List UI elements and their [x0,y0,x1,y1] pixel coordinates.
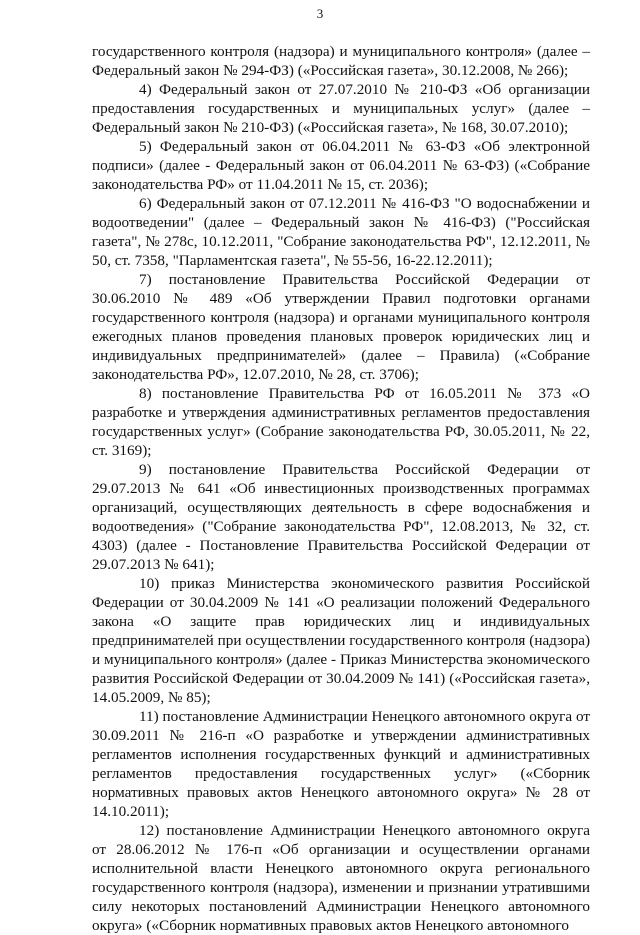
list-item-6: 6) Федеральный закон от 07.12.2011 № 416-ФЗ "О водоснабжении и водоотведении" (далее – Федеральный закон № 416-ФЗ) ("Российская газета", № 278с, 10.12.2011, "Собрание законодательства РФ", 12.12.2011, № 50, ст. 7358, "Парламентская газета", № 55-56, 16-22.12.2011); [92,195,590,269]
list-item-11: 11) постановление Администрации Ненецкого автономного округа от 30.09.2011 № 216-п «О разработке и утверждении административных регламентов исполнения государственных функций и административных регламентов предоставления государственных услуг» («Сборник нормативных правовых актов Ненецкого автономного округа» № 28 от 14.10.2011); [92,708,590,820]
list-item-12: 12) постановление Администрации Ненецкого автономного округа от 28.06.2012 № 176-п «Об организации и осуществлении органами исполнительной власти Ненецкого автономного округа регионального государственного контроля (надзора), изменении и признании утратившими силу некоторых постановлений Администрации Ненецкого автономного округа» («Сборник нормативных правовых актов Ненецкого автономного [92,822,590,934]
document-body [92,42,590,935]
page-number: 3 [316,6,324,21]
list-item-10: 10) приказ Министерства экономического развития Российской Федерации от 30.04.2009 № 141 «О реализации положений Федерального закона «О защите прав юридических лиц и индивидуальных предпринимателей при осуществлении государственного контроля (надзора) и муниципального контроля» (далее - Приказ Министерства экономического развития Российской Федерации от 30.04.2009 № 141) («Российская газета», 14.05.2009, № 85); [92,575,590,706]
list-item-8: 8) постановление Правительства РФ от 16.05.2011 № 373 «О разработке и утверждения административных регламентов предоставления государственных услуг» (Собрание законодательства РФ, 30.05.2011, № 22, ст. 3169); [92,385,590,459]
list-item-4: 4) Федеральный закон от 27.07.2010 № 210-ФЗ «Об организации предоставления государственных и муниципальных услуг» (далее – Федеральный закон № 210-ФЗ) («Российская газета», № 168, 30.07.2010); [92,81,590,136]
paragraph-continuation: государственного контроля (надзора) и муниципального контроля» (далее – Федеральный закон № 294-ФЗ) («Российская газета», 30.12.2008, № 266); [92,43,590,79]
list-item-9: 9) постановление Правительства Российской Федерации от 29.07.2013 № 641 «Об инвестиционных производственных программах организаций, осуществляющих деятельность в сфере водоснабжения и водоотведения» ("Собрание законодательства РФ", 12.08.2013, № 32, ст. 4303) (далее - Постановление Правительства Российской Федерации от 29.07.2013 № 641); [92,461,590,573]
list-item-5: 5) Федеральный закон от 06.04.2011 № 63-ФЗ «Об электронной подписи» (далее - Федеральный закон от 06.04.2011 № 63-ФЗ) («Собрание законодательства РФ» от 11.04.2011 № 15, ст. 2036); [92,138,590,193]
list-item-7: 7) постановление Правительства Российской Федерации от 30.06.2010 № 489 «Об утверждении Правил подготовки органами государственного контроля (надзора) и органами муниципального контроля ежегодных планов проведения плановых проверок юридических лиц и индивидуальных предпринимателей» (далее – Правила) («Собрание законодательства РФ», 12.07.2010, № 28, ст. 3706); [92,271,590,383]
